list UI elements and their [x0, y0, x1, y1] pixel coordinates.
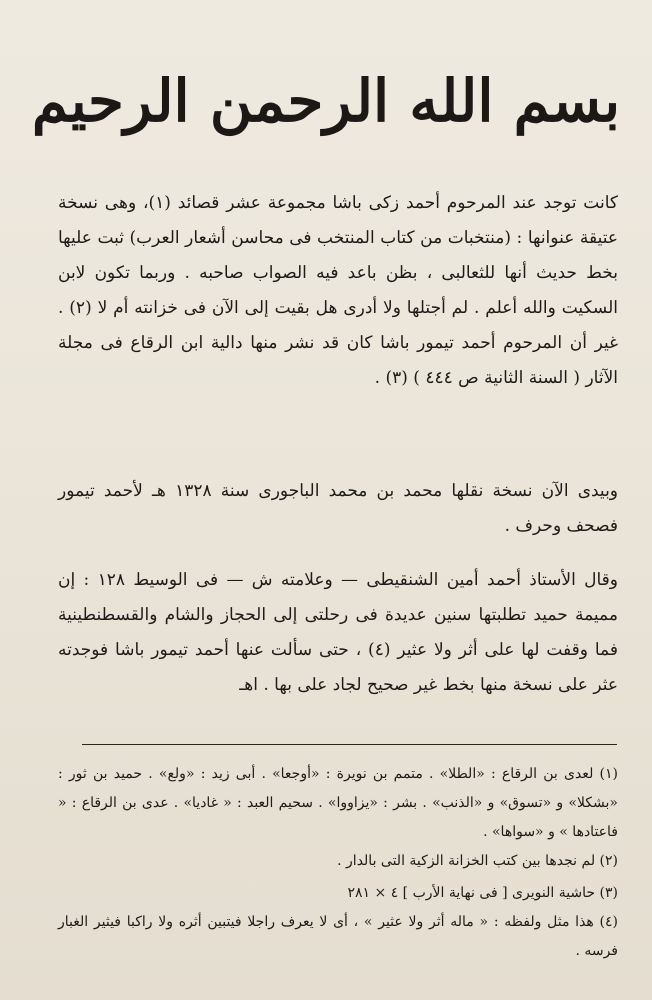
paragraph-text: كانت توجد عند المرحوم أحمد زكى باشا مجموعة عشر قصائد (١)، وهى نسخة عتيقة عنوانها : (منتخبات من كتاب المنتخب فى محاسن أشعار العرب) ثبت عليها بخط حديث أنها للثعالبى ، بظن باعد فيه الصواب صاحبه . وربما تكون لابن السكيت والله أعلم . لم أجتلها ولا أدرى هل بقيت إلى الآن فى خزانته أم لا (٢) . غير أن المرحوم أحمد تيمور باشا كان قد نشر منها دالية ابن الرقاع فى مجلة الآثار ( السنة الثانية ص ٤٤٤ ) (٣) . [58, 193, 618, 388]
paragraph-manuscript-description [58, 186, 618, 396]
paragraph-text: وقال الأستاذ أحمد أمين الشنقيطى — وعلامته ش — فى الوسيط ١٢٨ : إن مميمة حميد تطلبتها سنين عديدة فى رحلتى إلى الحجاز والشام والقسطنطينية فما وقفت لها على أثر ولا عثير (٤) ، حتى سألت عنها أحمد تيمور باشا فوجدته عثر على نسخة منها بخط غير صحيح لجاد على بها . اهـ [58, 570, 618, 695]
paragraph-text: وبيدى الآن نسخة نقلها محمد بن محمد الباجورى سنة ١٣٢٨ هـ لأحمد تيمور فصحف وحرف . [58, 481, 619, 536]
paragraph-copy-note [58, 474, 618, 544]
footnote-4: (٤) هذا مثل ولفظه : « ماله أثر ولا عثير » ، أى لا يعرف راجلا فيتبين أثره ولا راكبا فيثير الغبار فرسه . [58, 914, 618, 959]
basmala-heading: بسم الله الرحمن الرحيم [31, 67, 621, 135]
footnote-2: (٢) لم نجدها بين كتب الخزانة الزكية التى بالدار . [337, 853, 618, 869]
footnote-1: (١) لعدى بن الرقاع : «الطلا» . متمم بن نويرة : «أوجعا» . أبى زيد : «ولع» . حميد بن ثور : «بشكلا» و «تسوق» و «الذنب» . بشر : «يزاووا» . سحيم العبد : « غاديا» . عدى بن الرقاع : « فاعتادها » و «سواها» . [58, 766, 618, 840]
footnote-divider [82, 744, 617, 745]
footnotes [58, 760, 618, 966]
paragraph-quotation [58, 563, 618, 703]
footnote-3: (٣) حاشية النويرى [ فى نهاية الأرب ] ٤ × ٢٨١ [347, 885, 618, 901]
